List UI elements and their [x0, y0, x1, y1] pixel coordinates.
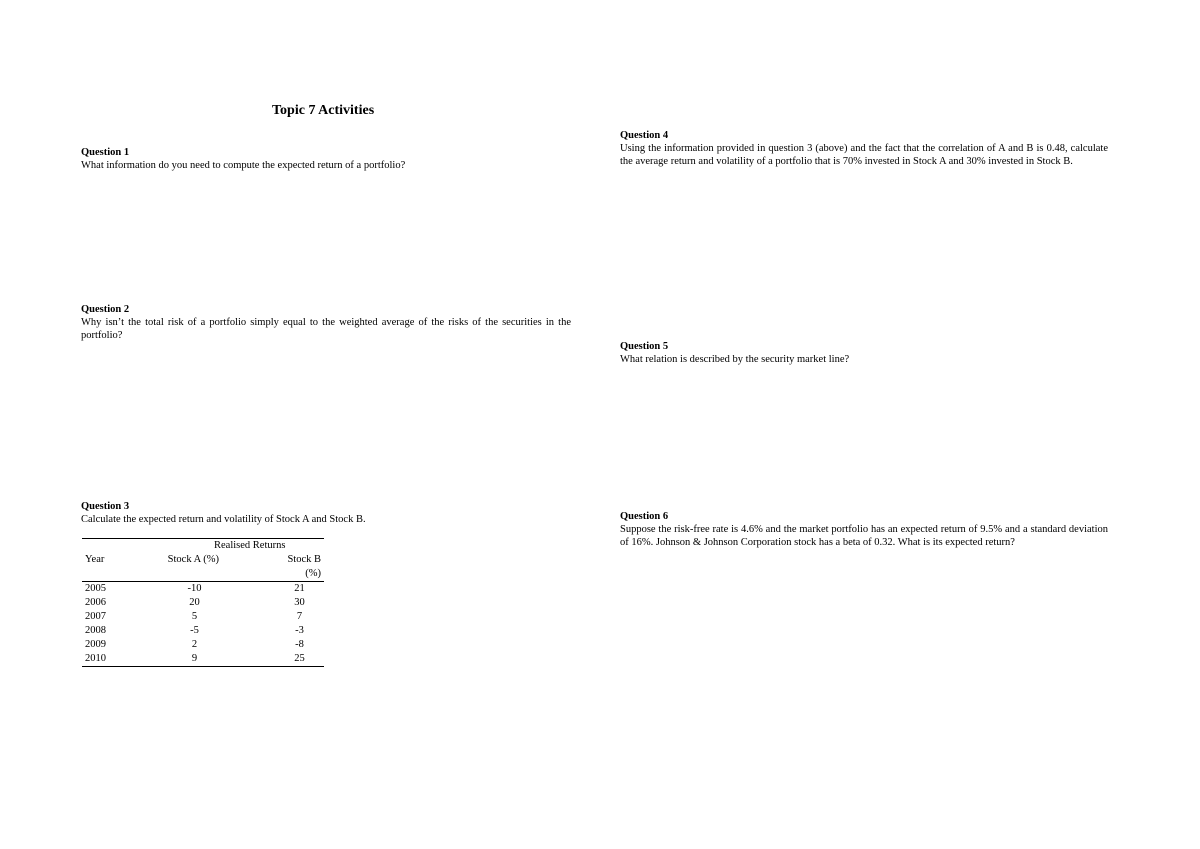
- question-2-text: Why isn’t the total risk of a portfolio simply equal to the weighted average of the risks of the securities in the portfolio?: [81, 317, 571, 341]
- question-6-text: Suppose the risk-free rate is 4.6% and the market portfolio has an expected return of 9.5% and a standard deviation of 16%. Johnson & Johnson Corporation stock has a beta of 0.32. What is its expected return?: [620, 524, 1108, 548]
- table-header-stock-b: Stock B: [287, 554, 321, 565]
- question-1: [81, 146, 571, 172]
- question-4-label: Question 4: [620, 130, 669, 141]
- table-header-year: Year: [85, 554, 105, 565]
- question-5-label: Question 5: [620, 341, 669, 352]
- question-1-text: What information do you need to compute the expected return of a portfolio?: [81, 160, 406, 171]
- question-6-label: Question 6: [620, 511, 669, 522]
- question-4-text: Using the information provided in question 3 (above) and the fact that the correlation of A and B is 0.48, calculate the average return and volatility of a portfolio that is 70% invested in Stock A and 30% invested in Stock B.: [620, 143, 1108, 167]
- question-2-label: Question 2: [81, 304, 130, 315]
- question-1-label: Question 1: [81, 147, 130, 158]
- question-2: [81, 303, 571, 342]
- table-row: 2009 2 -8: [85, 639, 304, 650]
- table-row: 2010 9 25: [82, 652, 324, 667]
- table-row: 2007 5 7: [85, 611, 303, 622]
- question-3: [81, 500, 571, 526]
- question-3-text: Calculate the expected return and volatility of Stock A and Stock B.: [81, 514, 366, 525]
- question-5: [620, 340, 1108, 366]
- returns-table: [82, 538, 324, 667]
- table-group-header: Realised Returns: [134, 539, 324, 554]
- question-5-text: What relation is described by the security market line?: [620, 354, 850, 365]
- question-4: [620, 129, 1108, 168]
- question-3-label: Question 3: [81, 501, 130, 512]
- table-header-stock-b-unit: (%): [222, 567, 324, 582]
- table-row: 2006 20 30: [85, 597, 305, 608]
- page-title: Topic 7 Activities: [272, 103, 375, 118]
- table-row: 2005 -10 21: [85, 583, 305, 594]
- question-6: [620, 510, 1108, 549]
- table-header-stock-a: Stock A (%): [167, 554, 219, 565]
- table-row: 2008 -5 -3: [85, 625, 304, 636]
